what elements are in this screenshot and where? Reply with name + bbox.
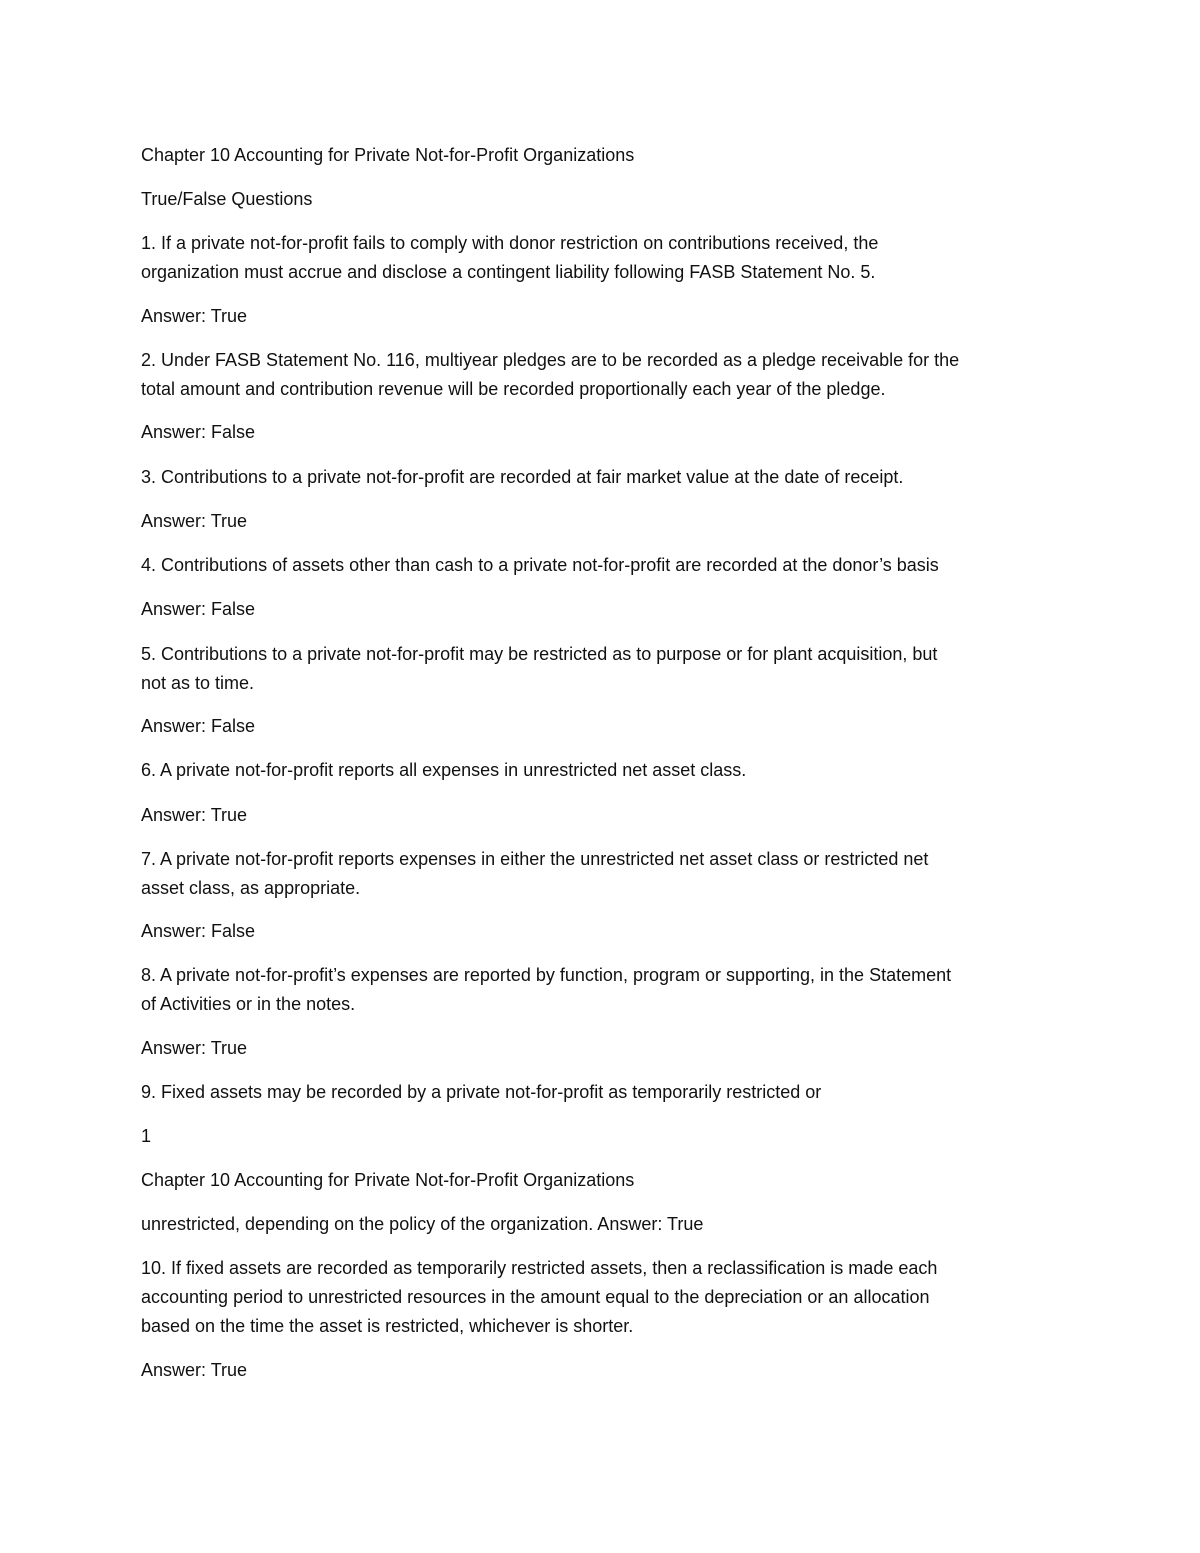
answer-1: Answer: True [141,306,248,326]
question-9 [141,1078,1061,1107]
question-6 [141,756,1061,785]
question-10 [141,1254,1061,1341]
question-4 [141,551,1061,580]
document-header: Chapter 10 Accounting for Private Not-for-Profit Organizations [141,145,635,165]
question-line: 6. A private not-for-profit reports all expenses in unrestricted net asset class. [141,760,747,780]
question-3 [141,463,1061,492]
page-number: 1 [141,1126,152,1146]
answer-6: Answer: True [141,805,248,825]
question-line: 2. Under FASB Statement No. 116, multiyear pledges are to be recorded as a pledge receivable for the [141,350,960,370]
question-line: organization must accrue and disclose a contingent liability following FASB Statement No. 5. [141,262,876,282]
question-8 [141,961,1061,1019]
question-1 [141,229,1061,287]
question-line: of Activities or in the notes. [141,994,356,1014]
question-line: 7. A private not-for-profit reports expenses in either the unrestricted net asset class or restricted net [141,849,929,869]
question-line: 1. If a private not-for-profit fails to comply with donor restriction on contributions received, the [141,233,879,253]
question-line: asset class, as appropriate. [141,878,361,898]
question-line: total amount and contribution revenue will be recorded proportionally each year of the pledge. [141,379,886,399]
question-line: accounting period to unrestricted resources in the amount equal to the depreciation or an allocation [141,1287,930,1307]
answer-2: Answer: False [141,422,256,442]
question-5 [141,640,1061,698]
question-line: 9. Fixed assets may be recorded by a private not-for-profit as temporarily restricted or [141,1082,822,1102]
answer-5: Answer: False [141,716,256,736]
question-2 [141,346,1061,404]
answer-10: Answer: True [141,1360,248,1380]
question-line: based on the time the asset is restricted, whichever is shorter. [141,1316,634,1336]
question-7 [141,845,1061,903]
answer-8: Answer: True [141,1038,248,1058]
answer-4: Answer: False [141,599,256,619]
question-line: 4. Contributions of assets other than cash to a private not-for-profit are recorded at the donor’s basis [141,555,939,575]
answer-7: Answer: False [141,921,256,941]
question-line: not as to time. [141,673,255,693]
question-9-continuation: unrestricted, depending on the policy of the organization. Answer: True [141,1214,704,1234]
question-line: 5. Contributions to a private not-for-profit may be restricted as to purpose or for plant acquisition, but [141,644,938,664]
question-line: 3. Contributions to a private not-for-profit are recorded at fair market value at the date of receipt. [141,467,904,487]
document-header-repeat: Chapter 10 Accounting for Private Not-for-Profit Organizations [141,1170,635,1190]
question-line: 8. A private not-for-profit’s expenses are reported by function, program or supporting, in the Statement [141,965,952,985]
section-title: True/False Questions [141,189,313,209]
answer-3: Answer: True [141,511,248,531]
question-line: 10. If fixed assets are recorded as temporarily restricted assets, then a reclassification is made each [141,1258,938,1278]
